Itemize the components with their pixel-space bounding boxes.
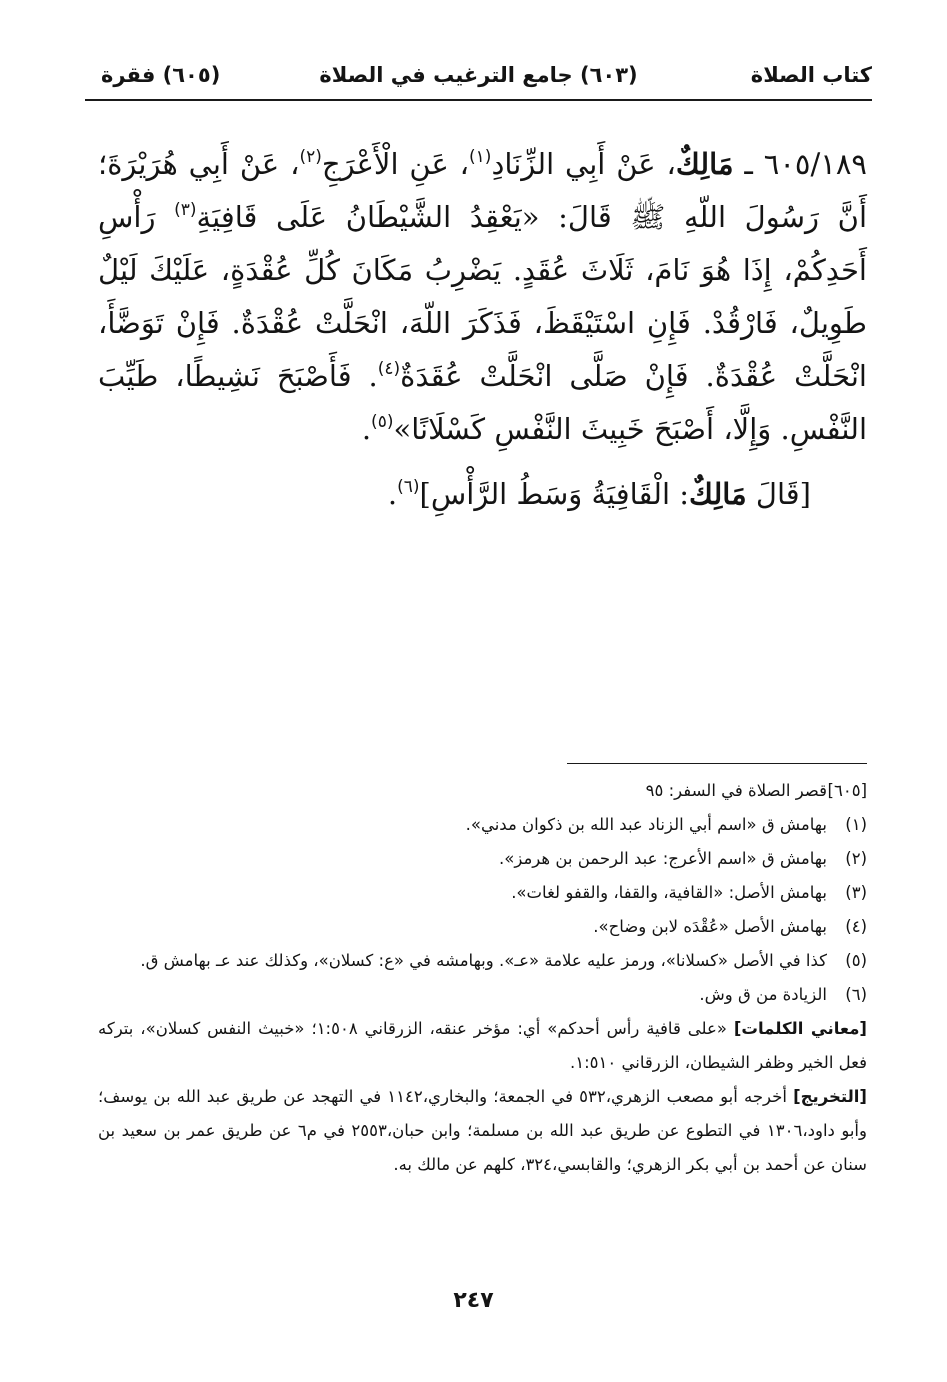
narrator-name: مَالِكٌ — [675, 147, 734, 181]
page-number: ٢٤٧ — [453, 1288, 494, 1313]
takhrij-text: أخرجه أبو مصعب الزهري،٥٣٢ في الجمعة؛ والبخاري،١١٤٢ في التهجد عن طريق عبد الله بن يوسف؛ وأبو داود،١٣٠٦ في التطوع عن طريق عبد الله بن مسلمة؛ وابن حبان،٢٥٥٣ في م٦ عن طريق عمر بن سعيد بن سنان عن أحمد بن أبي بكر الزهري؛ والقابسي،٣٢٤، كلهم عن مالك به. — [98, 1087, 867, 1174]
footnote-text: قصر الصلاة في السفر: ٩٥ — [645, 781, 827, 800]
footnote-item — [98, 842, 867, 876]
footnote-item — [98, 910, 867, 944]
footnote-text: كذا في الأصل «كسلانا»، ورمز عليه علامة «عـ». وبهامشه في «ع: كسلان»، وكذلك عند عـ بهامش ق. — [140, 951, 827, 970]
hadith-body — [98, 138, 867, 521]
footnote-mark: (٢) — [845, 849, 867, 868]
footnote-text: بهامش الأصل: «القافية، والقفا، والقفو لغات». — [511, 883, 827, 902]
footnote-text: الزيادة من ق وش. — [699, 985, 827, 1004]
footnote-ref-4[interactable]: (٤) — [377, 359, 401, 379]
vocabulary-text: «على قافية رأس أحدكم» أي: مؤخر عنقه، الزرقاني ١:٥٠٨؛ «خبيث النفس كسلان»، بتركه فعل الخير وظفر الشيطان، الزرقاني ١:٥١٠. — [98, 1019, 867, 1072]
vocabulary-note — [98, 1012, 867, 1080]
footnote-item — [98, 876, 867, 910]
footnote-mark: [٦٠٥] — [827, 781, 867, 800]
header-divider — [85, 99, 872, 101]
remark-narrator-name: مَالِكٌ — [689, 477, 747, 511]
footnote-mark: (٥) — [845, 951, 867, 970]
takhrij-note — [98, 1080, 867, 1182]
footnotes-section — [98, 774, 867, 1182]
footnote-mark: (٦) — [845, 985, 867, 1004]
footnote-item — [98, 978, 867, 1012]
takhrij-label: [التخريج] — [793, 1087, 867, 1106]
footnote-ref-1[interactable]: (١) — [469, 147, 492, 167]
footnote-ref-6[interactable]: (٦) — [397, 477, 420, 497]
footnote-ref-3[interactable]: (٣) — [174, 200, 197, 220]
footnote-ref-2[interactable]: (٢) — [299, 147, 322, 167]
footnote-mark: (٤) — [845, 917, 867, 936]
footnote-text: بهامش ق «اسم أبي الزناد عبد الله بن ذكوان مدني». — [465, 815, 827, 834]
header-book-title: كتاب الصلاة — [750, 63, 872, 87]
running-header — [85, 55, 872, 95]
header-paragraph-number: (٦٠٥) فقرة — [101, 63, 221, 87]
malik-remark: [قَالَ مَالِكٌ: الْقَافِيَةُ وَسَطُ الرَّأْسِ]$^{(٦)}$. — [387, 477, 811, 511]
footnote-item — [98, 944, 867, 978]
hadith-number: ٦٠٥/١٨٩ — [763, 147, 867, 181]
footnote-ref-5[interactable]: (٥) — [371, 412, 394, 432]
footnote-mark: (٣) — [845, 883, 867, 902]
header-chapter-title: (٦٠٣) جامع الترغيب في الصلاة — [319, 63, 638, 87]
footnote-divider — [567, 763, 867, 764]
hadith-text: ٦٠٥/١٨٩ ـ مَالِكٌ، عَنْ أَبِي الزِّنَادِ$^{(١)}$، عَنِ الْأَعْرَجِ$^{(٢)}$، عَنْ أَبِي هُرَيْرَةَ؛ أَنَّ رَسُولَ اللّهِ ﷺ قَالَ: «يَعْقِدُ الشَّيْطَانُ عَلَى قَافِيَةِ$^{(٣)}$ رَأْسِ أَحَدِكُمْ، إِذَا هُوَ نَامَ، ثَلَاثَ عُقَدٍ. يَضْرِبُ مَكَانَ كُلِّ عُقْدَةٍ، عَلَيْكَ لَيْلٌ طَوِيلٌ، فَارْقُدْ. فَإِنِ اسْتَيْقَظَ، فَذَكَرَ اللّهَ، انْحَلَّتْ عُقْدَةٌ. فَإِنْ تَوَضَّأَ، انْحَلَّتْ عُقْدَةٌ. فَإِنْ صَلَّى انْحَلَّتْ عُقَدَةٌ$^{(٤)}$. فَأَصْبَحَ نَشِيطًا، طَيِّبَ النَّفْسِ. وَإِلَّا، أَصْبَحَ خَبِيثَ النَّفْسِ كَسْلَانًا»$^{(٥)}$. — [98, 147, 868, 446]
vocabulary-label: [معاني الكلمات] — [733, 1019, 867, 1038]
footnote-item — [98, 774, 867, 808]
footnote-item — [98, 808, 867, 842]
footnote-text: بهامش الأصل «عُقْدَه لابن وضاح». — [593, 917, 827, 936]
footnote-mark: (١) — [845, 815, 867, 834]
footnote-text: بهامش ق «اسم الأعرج: عبد الرحمن بن هرمز». — [499, 849, 827, 868]
